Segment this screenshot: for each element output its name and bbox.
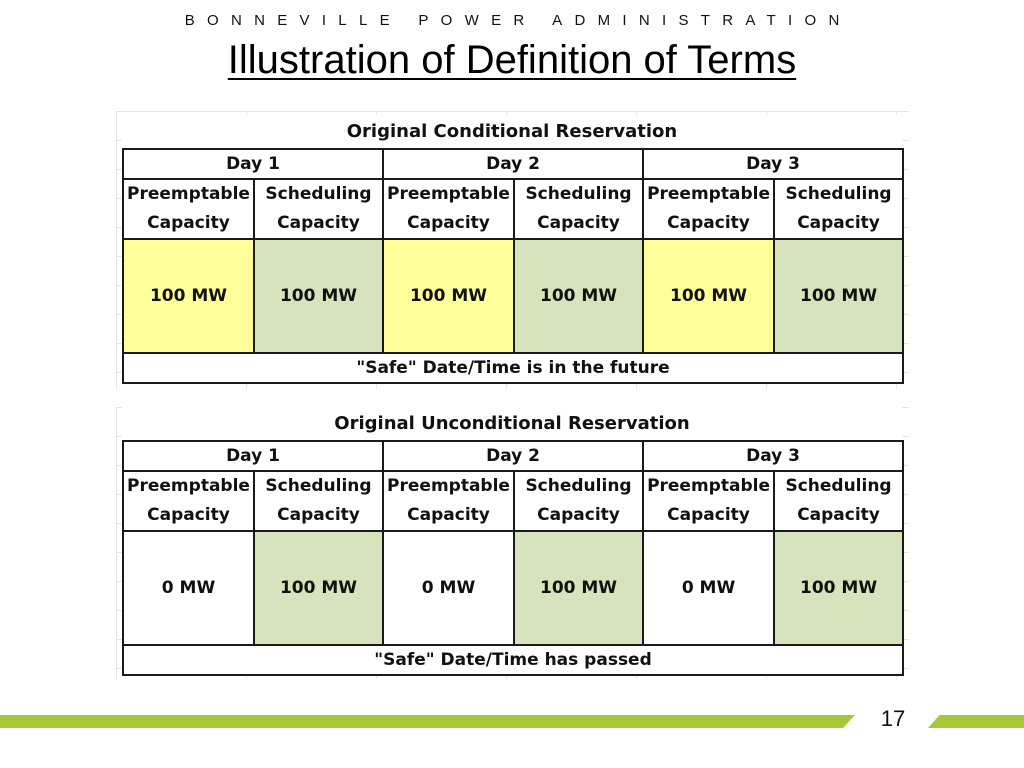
preemptable-value-cell: 100 MW <box>123 239 254 353</box>
reservation-grid <box>122 148 904 384</box>
sub-header-line: Scheduling <box>525 476 632 496</box>
scheduling-value-cell: 100 MW <box>774 531 903 645</box>
scheduling-capacity-header <box>254 471 383 531</box>
scheduling-value-cell: 100 MW <box>774 239 903 353</box>
sub-header-line: Scheduling <box>785 184 892 204</box>
sub-header-line: Preemptable <box>647 184 770 204</box>
sub-header-line: Capacity <box>667 213 750 233</box>
table-caption: Original Conditional Reservation <box>122 115 902 148</box>
preemptable-capacity-header <box>643 471 774 531</box>
conditional-reservation-table <box>122 115 902 384</box>
sub-header-line: Capacity <box>537 213 620 233</box>
safe-date-status: "Safe" Date/Time is in the future <box>123 353 903 383</box>
preemptable-value-cell: 0 MW <box>383 531 514 645</box>
organization-header: BONNEVILLE POWER ADMINISTRATION <box>184 12 852 29</box>
scheduling-capacity-header <box>774 471 903 531</box>
preemptable-capacity-header <box>383 179 514 239</box>
scheduling-capacity-header <box>774 179 903 239</box>
page-number: 17 <box>880 706 906 731</box>
sub-header-line: Scheduling <box>525 184 632 204</box>
sub-header-line: Capacity <box>147 213 230 233</box>
scheduling-value-cell: 100 MW <box>514 531 643 645</box>
sub-header-line: Capacity <box>277 213 360 233</box>
sub-header-line: Capacity <box>407 213 490 233</box>
preemptable-value-cell: 100 MW <box>383 239 514 353</box>
unconditional-reservation-table <box>122 407 902 676</box>
sub-header-line: Preemptable <box>127 184 250 204</box>
sub-header-line: Scheduling <box>265 476 372 496</box>
day-header: Day 1 <box>123 149 383 179</box>
scheduling-capacity-header <box>254 179 383 239</box>
sub-header-line: Capacity <box>147 505 230 525</box>
preemptable-value-cell: 0 MW <box>643 531 774 645</box>
sub-header-line: Preemptable <box>387 476 510 496</box>
sub-header-line: Preemptable <box>647 476 770 496</box>
day-header: Day 2 <box>383 441 643 471</box>
day-header: Day 3 <box>643 149 903 179</box>
sub-header-line: Preemptable <box>387 184 510 204</box>
sub-header-line: Capacity <box>277 505 360 525</box>
preemptable-capacity-header <box>643 179 774 239</box>
scheduling-value-cell: 100 MW <box>254 531 383 645</box>
preemptable-value-cell: 100 MW <box>643 239 774 353</box>
preemptable-capacity-header <box>383 471 514 531</box>
sub-header-line: Capacity <box>407 505 490 525</box>
sub-header-line: Capacity <box>797 213 880 233</box>
safe-date-status: "Safe" Date/Time has passed <box>123 645 903 675</box>
scheduling-value-cell: 100 MW <box>254 239 383 353</box>
preemptable-capacity-header <box>123 471 254 531</box>
preemptable-value-cell: 0 MW <box>123 531 254 645</box>
table-caption: Original Unconditional Reservation <box>122 407 902 440</box>
sub-header-line: Capacity <box>797 505 880 525</box>
scheduling-capacity-header <box>514 471 643 531</box>
footer-accent-bar <box>0 715 855 728</box>
sub-header-line: Capacity <box>537 505 620 525</box>
sub-header-line: Preemptable <box>127 476 250 496</box>
footer-accent-bar <box>928 715 1024 728</box>
sub-header-line: Scheduling <box>785 476 892 496</box>
preemptable-capacity-header <box>123 179 254 239</box>
scheduling-capacity-header <box>514 179 643 239</box>
sub-header-line: Scheduling <box>265 184 372 204</box>
day-header: Day 2 <box>383 149 643 179</box>
day-header: Day 1 <box>123 441 383 471</box>
reservation-grid <box>122 440 904 676</box>
day-header: Day 3 <box>643 441 903 471</box>
slide-title: Illustration of Definition of Terms <box>227 38 797 82</box>
scheduling-value-cell: 100 MW <box>514 239 643 353</box>
sub-header-line: Capacity <box>667 505 750 525</box>
